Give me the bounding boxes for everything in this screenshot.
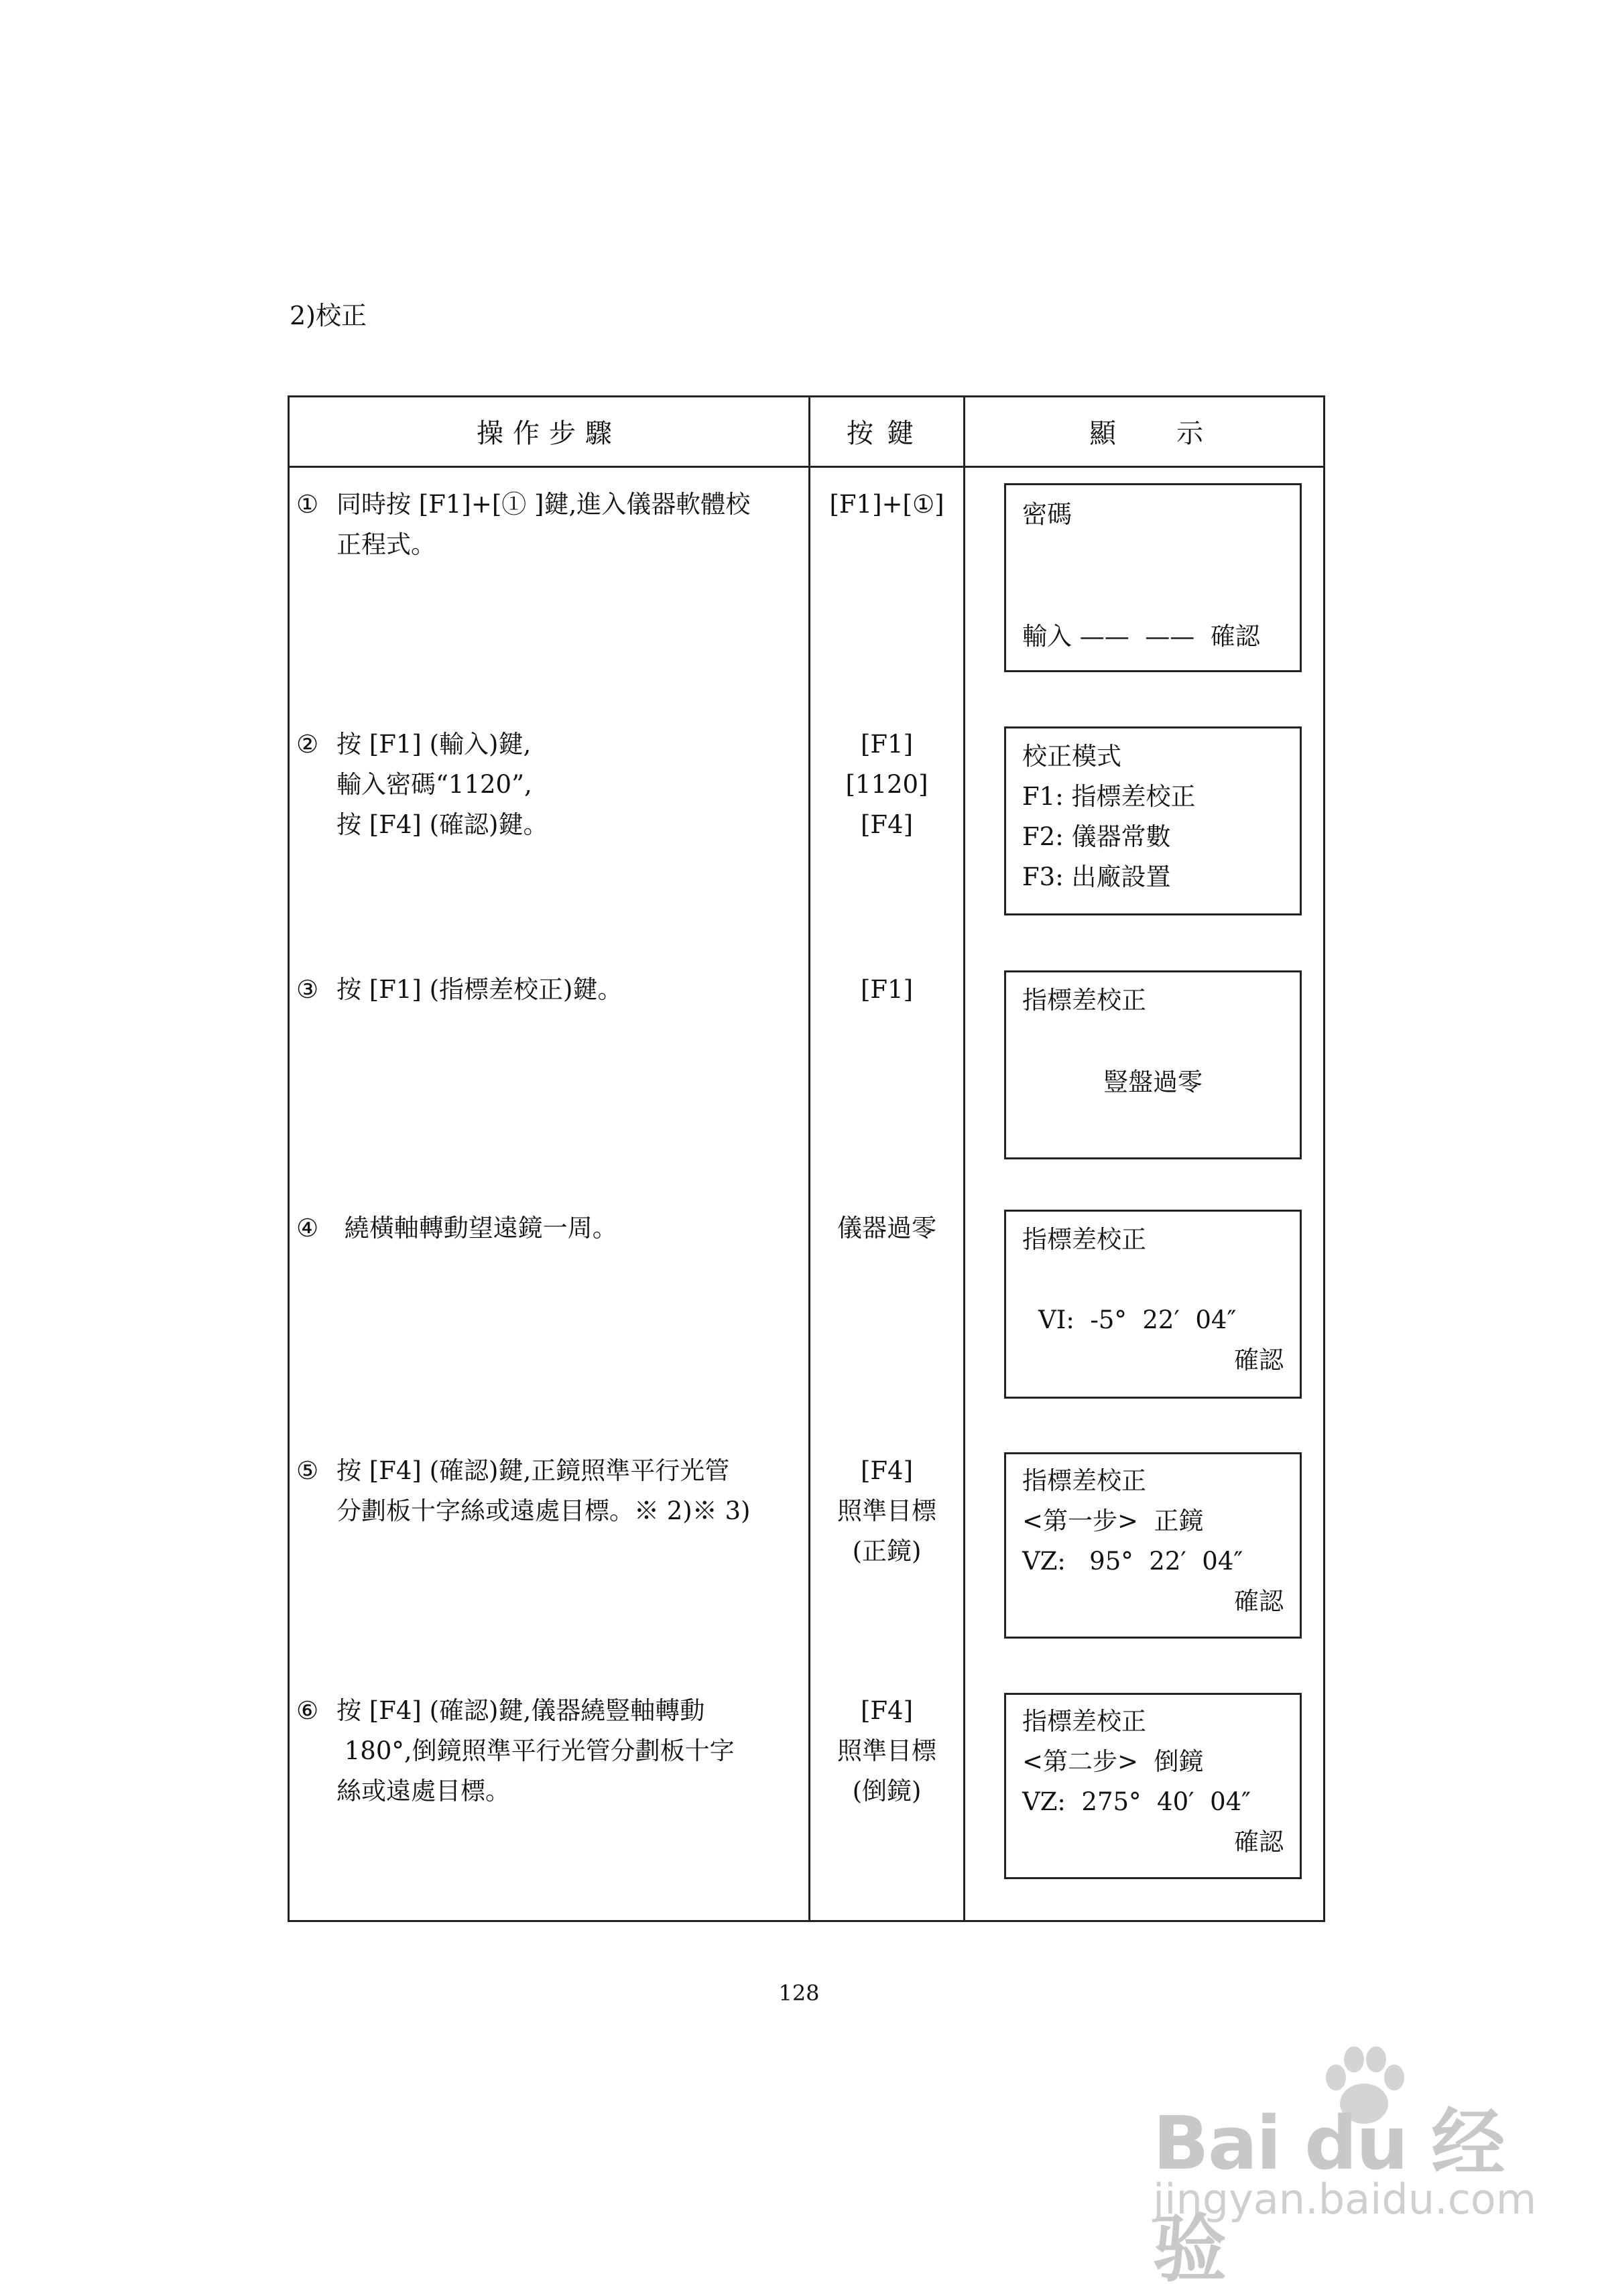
screen-line: 確認 <box>1234 1346 1284 1375</box>
step-number: ③ <box>296 975 319 1004</box>
screen-line: 指標差校正 <box>1022 986 1146 1015</box>
display-screen-3 <box>1004 970 1302 1159</box>
keys-row-5 <box>810 1451 963 1572</box>
header-keys: 按鍵 <box>847 418 927 449</box>
header-display: 顯示 <box>1089 418 1264 449</box>
header-divider <box>290 466 1323 468</box>
screen-line: F2: 儀器常數 <box>1022 822 1171 851</box>
procedure-table <box>288 395 1325 1922</box>
key-label: [F4] <box>860 1456 914 1485</box>
keys-row-4 <box>810 1208 963 1249</box>
column-divider <box>963 397 965 1920</box>
screen-line: 確認 <box>1234 1587 1284 1616</box>
keys-row-1 <box>810 485 963 525</box>
screen-line: 確認 <box>1234 1828 1284 1856</box>
screen-line: VZ: 275° 40′ 04″ <box>1022 1787 1251 1816</box>
page-number: 128 <box>778 1980 820 2006</box>
watermark-url: jingyan.baidu.com <box>1153 2175 1537 2224</box>
display-screen-4 <box>1004 1210 1302 1399</box>
step-number: ⑥ <box>296 1696 319 1725</box>
key-label: [F1]+[①] <box>829 490 944 519</box>
screen-line: <第一步> 正鏡 <box>1022 1507 1204 1535</box>
step-text: 按 [F4] (確認)鍵,儀器繞豎軸轉動 180°,倒鏡照準平行光管分劃板十字 絲或遠處目標。 <box>336 1696 735 1805</box>
step-text: 同時按 [F1]+[① ]鍵,進入儀器軟體校 正程式。 <box>336 490 751 559</box>
key-label: 照準目標 <box>837 1496 936 1525</box>
screen-line: 指標差校正 <box>1022 1466 1146 1495</box>
section-title: 2)校正 <box>290 301 367 330</box>
key-label: [F4] <box>860 1696 914 1725</box>
step-text: 按 [F1] (指標差校正)鍵。 <box>336 975 623 1004</box>
header-steps: 操作步驟 <box>477 418 621 449</box>
display-screen-5 <box>1004 1452 1302 1639</box>
screen-line: VZ: 95° 22′ 04″ <box>1022 1547 1243 1576</box>
key-label: (正鏡) <box>852 1537 922 1566</box>
watermark-brand: Bai du 经验 <box>1153 2100 1504 2292</box>
display-screen-2 <box>1004 726 1302 915</box>
display-screen-6 <box>1004 1693 1302 1879</box>
keys-row-3 <box>810 970 963 1010</box>
screen-line: 豎盤過零 <box>1103 1068 1203 1096</box>
step-text: 按 [F1] (輸入)鍵, 輸入密碼“1120”, 按 [F4] (確認)鍵。 <box>336 730 548 839</box>
key-label: [1120] <box>845 770 928 799</box>
screen-line: 密碼 <box>1022 500 1072 529</box>
key-label: (倒鏡) <box>852 1777 922 1805</box>
step-number: ② <box>296 730 319 759</box>
display-screen-1 <box>1004 483 1302 672</box>
step-text: 繞橫軸轉動望遠鏡一周。 <box>336 1214 617 1242</box>
screen-line: 指標差校正 <box>1022 1225 1146 1254</box>
baidu-jingyan-watermark <box>1113 2037 1537 2292</box>
key-label: [F1] <box>860 730 914 759</box>
screen-line: F1: 指標差校正 <box>1022 782 1196 811</box>
screen-line: <第二步> 倒鏡 <box>1022 1747 1204 1776</box>
key-label: 照準目標 <box>837 1736 936 1765</box>
key-label: 儀器過零 <box>837 1214 936 1242</box>
keys-row-6 <box>810 1691 963 1811</box>
screen-line: F3: 出廠設置 <box>1022 863 1171 891</box>
screen-line: 輸入 —— —— 確認 <box>1022 622 1260 651</box>
screen-line: VI: -5° 22′ 04″ <box>1038 1305 1237 1334</box>
screen-line: 指標差校正 <box>1022 1707 1146 1736</box>
keys-row-2 <box>810 724 963 845</box>
step-number: ① <box>296 490 319 519</box>
key-label: [F1] <box>860 975 914 1004</box>
step-number: ④ <box>296 1214 319 1242</box>
screen-line: 校正模式 <box>1022 742 1121 771</box>
step-text: 按 [F4] (確認)鍵,正鏡照準平行光管 分劃板十字絲或遠處目標。※ 2)※ 3) <box>336 1456 751 1525</box>
step-number: ⑤ <box>296 1456 319 1485</box>
key-label: [F4] <box>860 810 914 839</box>
